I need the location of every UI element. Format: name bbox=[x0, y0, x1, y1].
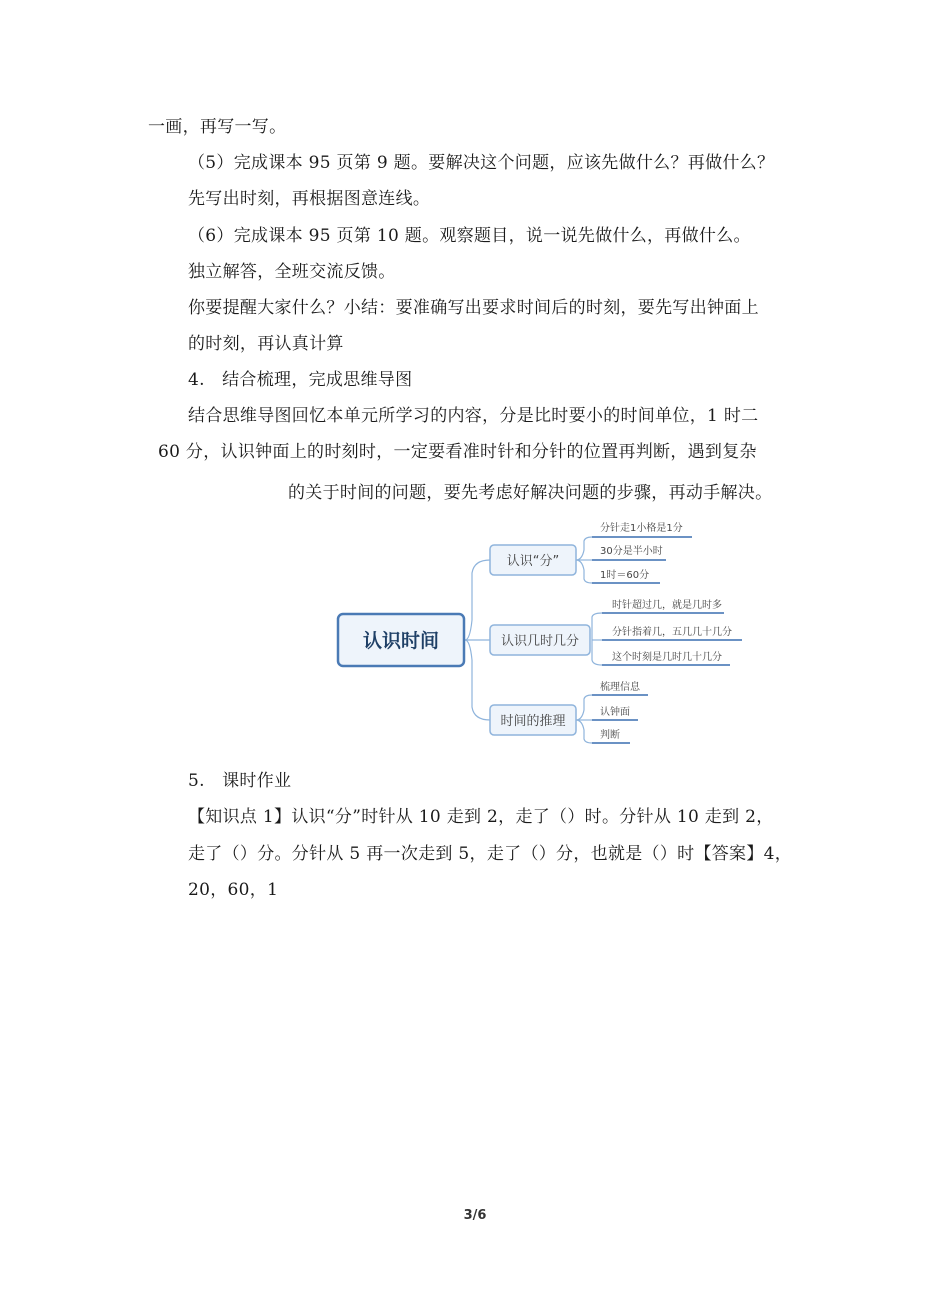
line-11: 的关于时间的问题，要先考虑好解决问题的步骤，再动手解决。 bbox=[288, 483, 773, 503]
line-3: 先写出时刻，再根据图意连线。 bbox=[188, 189, 431, 209]
section-heading-5: 5. 课时作业 bbox=[188, 771, 292, 791]
line-10: 60 分，认识钟面上的时刻时，一定要看准时针和分针的位置再判断，遇到复杂 bbox=[158, 442, 757, 462]
section-heading-4: 4. 结合梳理，完成思维导图 bbox=[188, 370, 413, 390]
mind-map-leaf: 时针超过几，就是几时多 bbox=[612, 600, 722, 611]
mind-map-leaf: 分针指着几，五几几十几分 bbox=[612, 627, 732, 638]
mind-map-leaf: 认钟面 bbox=[600, 707, 630, 718]
mind-map bbox=[330, 515, 760, 755]
line-2: （5）完成课本 95 页第 9 题。要解决这个问题，应该先做什么？再做什么？ bbox=[188, 153, 775, 173]
mind-map-branch-2: 认识几时几分 bbox=[500, 634, 580, 649]
line-14: 走了（）分。分针从 5 再一次走到 5，走了（）分，也就是（）时【答案】4， bbox=[188, 844, 793, 864]
mind-map-leaf: 1时＝60分 bbox=[600, 570, 650, 581]
mind-map-leaf: 30分是半小时 bbox=[600, 546, 663, 557]
mind-map-leaf: 这个时刻是几时几十几分 bbox=[612, 652, 722, 663]
mind-map-leaf: 判断 bbox=[600, 730, 620, 741]
mind-map-root: 认识时间 bbox=[362, 630, 440, 652]
line-4: （6）完成课本 95 页第 10 题。观察题目，说一说先做什么，再做什么。 bbox=[188, 226, 751, 246]
mind-map-branch-1: 认识“分” bbox=[506, 554, 560, 569]
line-5: 独立解答，全班交流反馈。 bbox=[188, 262, 396, 282]
line-7: 的时刻，再认真计算 bbox=[188, 334, 344, 354]
mind-map-leaf: 分针走1小格是1分 bbox=[600, 523, 683, 534]
mind-map-branch-3: 时间的推理 bbox=[500, 714, 566, 729]
line-15: 20，60，1 bbox=[188, 880, 279, 900]
line-13: 【知识点 1】认识“分”时针从 10 走到 2，走了（）时。分针从 10 走到 2， bbox=[188, 807, 774, 827]
mind-map-leaf: 梳理信息 bbox=[600, 682, 640, 693]
page-number: 3/6 bbox=[463, 1208, 487, 1223]
line-9: 结合思维导图回忆本单元所学习的内容，分是比时要小的时间单位，1 时二 bbox=[188, 406, 759, 426]
line-6: 你要提醒大家什么？小结：要准确写出要求时间后的时刻，要先写出钟面上 bbox=[188, 298, 759, 318]
line-1: 一画，再写一写。 bbox=[148, 117, 287, 137]
